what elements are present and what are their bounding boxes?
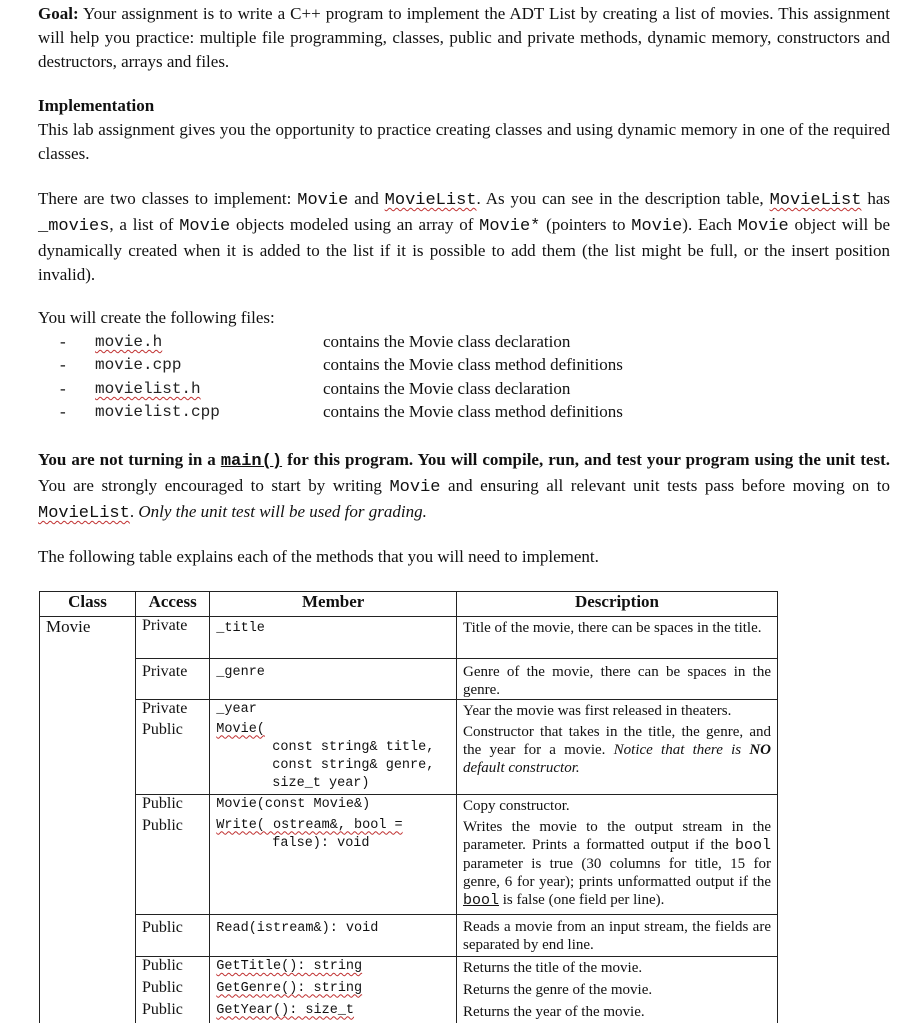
file-description: contains the Movie class method definitions (323, 402, 623, 422)
member-line: const string& genre, (272, 757, 435, 773)
text-run: object will be dynamically created when it is added to the list if it is possible to add them (the list might be full, or the insert position invalid). (38, 215, 891, 284)
file-description: contains the Movie class declaration (323, 331, 571, 351)
member-cell (210, 817, 457, 915)
file-item (60, 330, 623, 354)
text-run: is false (one field per line). (499, 891, 665, 908)
goal-label: Goal: (38, 4, 79, 23)
member-cell: Movie(const Movie&) (210, 795, 457, 817)
access-cell: Public (135, 979, 209, 1001)
implementation-heading: Implementation (38, 96, 155, 115)
access-cell: Private (135, 617, 209, 659)
table-header-row (40, 592, 778, 617)
code-main: main() (220, 452, 283, 471)
member-line: Write( ostream&, bool = (216, 817, 403, 833)
member-cell: GetGenre(): string (210, 979, 457, 1001)
table-row (40, 1001, 778, 1023)
description-cell: Returns the year of the movie. (456, 1001, 777, 1023)
classes-paragraph (38, 187, 890, 287)
goal-text: Your assignment is to write a C++ program to implement the ADT List by creating a list of movies. This assignment will help you practice: multiple file programming, classes, public and private methods, dynamic memory, constructors and destructors, arrays and files. (38, 4, 890, 71)
access-cell: Public (135, 957, 209, 979)
header-description: Description (456, 592, 777, 617)
text-run: You are strongly encouraged to start by writing (38, 476, 390, 495)
member-cell: _title (210, 617, 457, 659)
text-run: objects modeled using an array of (230, 215, 480, 234)
code-movies-member: _movies (38, 217, 110, 236)
bullet: - (60, 402, 66, 422)
text-run: (pointers to (540, 215, 632, 234)
code-movielist: MovieList (384, 191, 477, 210)
files-intro: You will create the following files: (38, 308, 275, 327)
description-cell (456, 721, 777, 795)
member-cell: _genre (210, 659, 457, 700)
header-access: Access (135, 592, 209, 617)
code-movie: Movie (631, 217, 683, 236)
table-row (40, 700, 778, 721)
bullet: - (60, 331, 66, 351)
table-row (40, 617, 778, 659)
code-movie-pointer: Movie* (479, 217, 541, 236)
code-movie: Movie (179, 217, 231, 236)
table-row (40, 721, 778, 795)
file-name: movielist.h (95, 379, 201, 398)
file-name: movie.h (95, 332, 163, 351)
file-description: contains the Movie class declaration (323, 378, 571, 398)
access-cell: Public (135, 817, 209, 915)
table-row (40, 795, 778, 817)
description-cell: Title of the movie, there can be spaces in the title. (456, 617, 777, 659)
header-member: Member (210, 592, 457, 617)
description-cell: Genre of the movie, there can be spaces in the genre. (456, 659, 777, 700)
code-bool: bool (734, 836, 771, 854)
text-run: has (861, 189, 891, 208)
text-run: Writes the movie to the output stream in the parameter. Prints a formatted output if the (462, 818, 771, 853)
class-name-cell: Movie (40, 617, 136, 1023)
table-row (40, 979, 778, 1001)
table-intro: The following table explains each of the methods that you will need to implement. (38, 547, 599, 566)
implementation-text: This lab assignment gives you the opportunity to practice creating classes and using dynamic memory in one of the required classes. (38, 120, 890, 163)
text-run: ). Each (682, 215, 738, 234)
member-line: Movie( (216, 721, 265, 737)
code-movielist: MovieList (769, 191, 862, 210)
unit-test-note (38, 448, 890, 526)
member-cell: GetYear(): size_t (210, 1001, 457, 1023)
file-name: movielist.cpp (95, 403, 220, 422)
file-item (60, 377, 623, 401)
file-name: movie.cpp (95, 356, 182, 375)
access-cell: Public (135, 721, 209, 795)
table-row (40, 915, 778, 957)
code-movielist: MovieList (38, 504, 130, 523)
table-row (40, 817, 778, 915)
description-cell: Year the movie was first released in theaters. (456, 700, 777, 721)
text-run: . As you can see in the description table, (476, 189, 770, 208)
member-cell: _year (210, 700, 457, 721)
member-line: size_t year) (272, 775, 370, 791)
access-cell: Public (135, 795, 209, 817)
file-item (60, 401, 623, 425)
member-line: false): void (272, 835, 370, 851)
description-cell: Reads a movie from an input stream, the fields are separated by end line. (456, 915, 777, 957)
bullet: - (60, 355, 66, 375)
description-cell: Returns the genre of the movie. (456, 979, 777, 1001)
file-list (60, 330, 623, 424)
access-cell: Private (135, 659, 209, 700)
file-item (60, 354, 623, 378)
member-cell: GetTitle(): string (210, 957, 457, 979)
text-run: . (129, 502, 139, 521)
access-cell: Private (135, 700, 209, 721)
grading-note: Only the unit test will be used for grading. (138, 502, 427, 521)
code-movie: Movie (389, 478, 441, 497)
file-description: contains the Movie class method definitions (323, 355, 623, 375)
text-run: default constructor. (462, 759, 580, 776)
access-cell: Public (135, 1001, 209, 1023)
text-run: Constructor that takes in the title, the genre, and the year for a movie. (462, 723, 771, 758)
description-cell: Returns the title of the movie. (456, 957, 777, 979)
text-run: and ensuring all relevant unit tests pass before moving on to (440, 476, 890, 495)
member-cell: Read(istream&): void (210, 915, 457, 957)
text-run: NO (749, 741, 771, 758)
text-run: and (348, 189, 385, 208)
text-run: parameter is true (30 columns for title, 15 for genre, 6 for year); prints unformatted output if the (462, 855, 771, 890)
code-movie: Movie (737, 217, 789, 236)
code-movie: Movie (297, 191, 349, 210)
description-cell (456, 817, 777, 915)
goal-paragraph (38, 2, 890, 74)
code-bool: bool (462, 891, 499, 909)
text-run: for this program. You will compile, run, and test your program using the unit test. (282, 450, 890, 469)
header-class: Class (40, 592, 136, 617)
text-run: Notice that there is (613, 741, 750, 758)
text-run: You are not turning in a (38, 450, 221, 469)
description-cell: Copy constructor. (456, 795, 777, 817)
text-run: There are two classes to implement: (38, 189, 298, 208)
table-row (40, 957, 778, 979)
access-cell: Public (135, 915, 209, 957)
bullet: - (60, 378, 66, 398)
member-line: const string& title, (272, 739, 435, 755)
member-cell (210, 721, 457, 795)
methods-table (39, 591, 778, 1023)
table-row (40, 659, 778, 700)
text-run: , a list of (109, 215, 180, 234)
